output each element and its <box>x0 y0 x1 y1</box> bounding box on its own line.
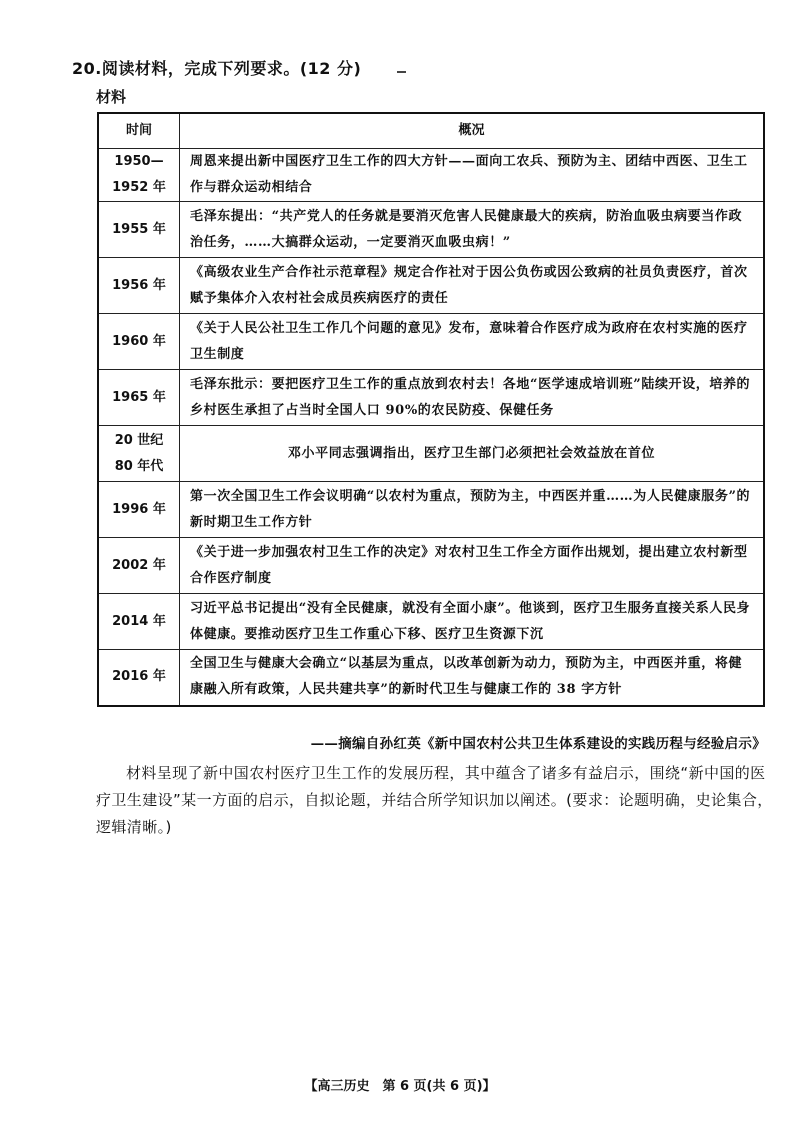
question-prompt: 材料呈现了新中国农村医疗卫生工作的发展历程，其中蕴含了诸多有益启示，围绕“新中国的医疗卫生建设”某一方面的启示，自拟论题，并结合所学知识加以阐述。(要求：论题明确，史论集合，逻辑清晰。) <box>96 764 773 836</box>
page-footer: 【高三历史 第 6 页(共 6 页)】 <box>304 1079 496 1094</box>
table-row <box>98 538 764 594</box>
row-time: 2014 年 <box>98 594 180 650</box>
row-description: 邓小平同志强调指出，医疗卫生部门必须把社会效益放在首位 <box>180 426 765 482</box>
row-description: 全国卫生与健康大会确立“以基层为重点，以改革创新为动力，预防为主，中西医并重，将健康融入所有政策，人民共建共享”的新时代卫生与健康工作的 38 字方针 <box>180 650 765 706</box>
material-table <box>97 112 765 707</box>
table-row <box>98 314 764 370</box>
stray-mark <box>397 71 406 73</box>
row-time: 1965 年 <box>98 370 180 426</box>
row-description: 《高级农业生产合作社示范章程》规定合作社对于因公负伤或因公致病的社员负责医疗，首次赋予集体介入农村社会成员疾病医疗的责任 <box>180 258 765 314</box>
row-time: 1996 年 <box>98 482 180 538</box>
table-row <box>98 258 764 314</box>
row-time: 1950— 1952 年 <box>98 149 180 202</box>
row-description: 《关于进一步加强农村卫生工作的决定》对农村卫生工作全方面作出规划，提出建立农村新型合作医疗制度 <box>180 538 765 594</box>
header-overview: 概况 <box>180 113 765 149</box>
table-row <box>98 149 764 202</box>
material-label: 材料 <box>96 88 127 106</box>
table-row <box>98 650 764 706</box>
question-title: 20.阅读材料，完成下列要求。(12 分) <box>72 59 362 78</box>
table-row <box>98 594 764 650</box>
row-description: 毛泽东提出：“共产党人的任务就是要消灭危害人民健康最大的疾病，防治血吸虫病要当作政治任务，……大搞群众运动，一定要消灭血吸虫病！” <box>180 202 765 258</box>
row-description: 周恩来提出新中国医疗卫生工作的四大方针——面向工农兵、预防为主、团结中西医、卫生工作与群众运动相结合 <box>180 149 765 202</box>
table-row <box>98 202 764 258</box>
table-row <box>98 426 764 482</box>
row-description: 习近平总书记提出“没有全民健康，就没有全面小康”。他谈到，医疗卫生服务直接关系人民身体健康。要推动医疗卫生工作重心下移、医疗卫生资源下沉 <box>180 594 765 650</box>
row-time: 2002 年 <box>98 538 180 594</box>
source-citation: ——摘编自孙红英《新中国农村公共卫生体系建设的实践历程与经验启示》 <box>310 736 766 752</box>
table-header-row <box>98 113 764 149</box>
header-time: 时间 <box>98 113 180 149</box>
table-body <box>98 149 764 706</box>
row-description: 毛泽东批示：要把医疗卫生工作的重点放到农村去！各地“医学速成培训班”陆续开设，培养的乡村医生承担了占当时全国人口 90%的农民防疫、保健任务 <box>180 370 765 426</box>
row-time: 1956 年 <box>98 258 180 314</box>
row-time: 1960 年 <box>98 314 180 370</box>
row-description: 第一次全国卫生工作会议明确“以农村为重点，预防为主，中西医并重……为人民健康服务”的新时期卫生工作方针 <box>180 482 765 538</box>
table-row <box>98 370 764 426</box>
row-time: 2016 年 <box>98 650 180 706</box>
row-description: 《关于人民公社卫生工作几个问题的意见》发布，意味着合作医疗成为政府在农村实施的医疗卫生制度 <box>180 314 765 370</box>
table-row <box>98 482 764 538</box>
row-time: 1955 年 <box>98 202 180 258</box>
row-time: 20 世纪 80 年代 <box>98 426 180 482</box>
